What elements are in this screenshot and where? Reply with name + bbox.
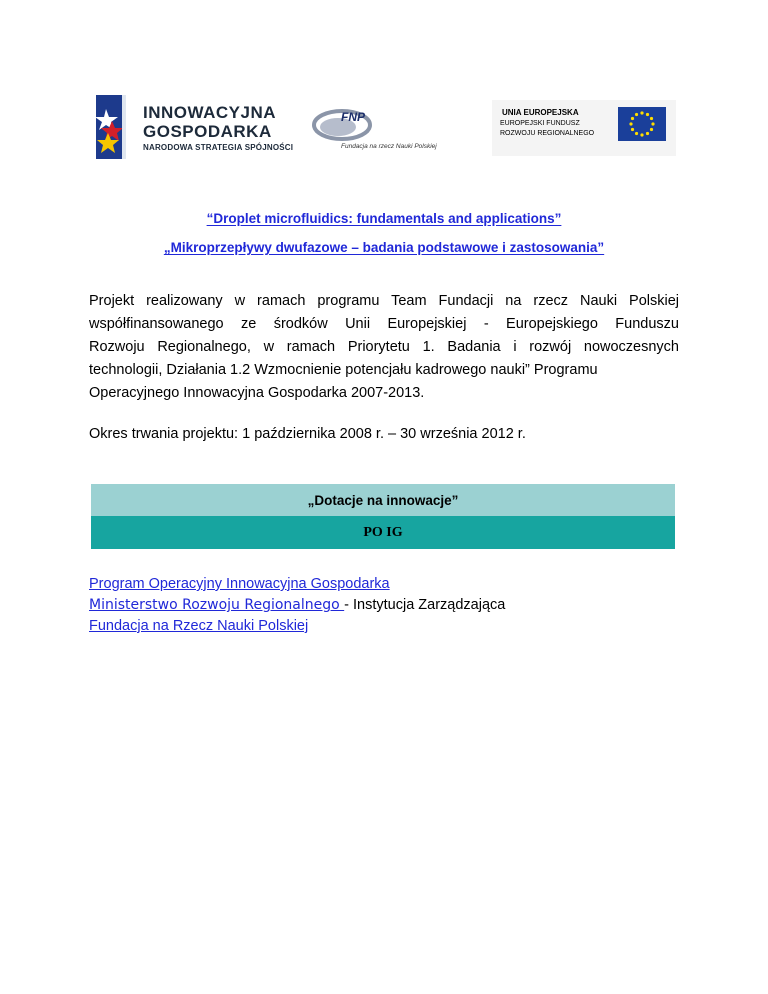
banner-poig-text: PO IG xyxy=(363,524,403,540)
english-title[interactable] xyxy=(0,211,768,226)
banner-dotacje-text: „Dotacje na innowacje” xyxy=(307,492,459,508)
description-line: technologii, Działania 1.2 Wzmocnienie potencjału kadrowego nauki” Programu xyxy=(89,362,598,378)
eu-logo xyxy=(492,100,676,156)
polish-title[interactable] xyxy=(0,240,768,255)
polish-title-link[interactable]: „Mikroprzepływy dwufazowe – badania podstawowe i zastosowania” xyxy=(163,240,605,255)
fnp-abbr: FNP xyxy=(341,110,365,124)
eu-regional-line: ROZWOJU REGIONALNEGO xyxy=(500,130,595,137)
ministry-link[interactable]: Ministerstwo Rozwoju Regionalnego xyxy=(89,597,345,613)
description-line: Projekt realizowany w ramach programu Team Fundacji na rzecz Nauki Polskiej xyxy=(89,293,679,309)
foundation-link-row xyxy=(89,618,308,634)
eu-fund-line: EUROPEJSKI FUNDUSZ xyxy=(500,120,580,127)
description-line: współfinansowanego ze środków Unii Europejskiej - Europejskiego Funduszu xyxy=(89,316,679,332)
banner-dotacje xyxy=(91,484,675,516)
innowacyjna-text: INNOWACYJNA xyxy=(143,103,277,122)
fnp-subtitle: Fundacja na rzecz Nauki Polskiej xyxy=(341,143,437,150)
foundation-link[interactable]: Fundacja na Rzecz Nauki Polskiej xyxy=(89,618,309,634)
ministry-suffix: - Instytucja Zarządzająca xyxy=(344,597,506,613)
description-line: Operacyjnego Innowacyjna Gospodarka 2007-2013. xyxy=(89,385,425,401)
description-line: Rozwoju Regionalnego, w ramach Priorytetu 1. Badania i rozwój nowoczesnych xyxy=(89,339,679,355)
logo-strip xyxy=(0,95,768,165)
fnp-logo xyxy=(312,107,472,157)
strategy-text: NARODOWA STRATEGIA SPÓJNOŚCI xyxy=(143,143,294,152)
eu-flag-icon xyxy=(618,107,666,141)
project-description xyxy=(89,290,679,405)
poland-star-flag-icon xyxy=(96,95,134,159)
program-link-row xyxy=(89,576,390,592)
project-period: Okres trwania projektu: 1 października 2008 r. – 30 września 2012 r. xyxy=(89,426,526,442)
english-title-link[interactable]: “Droplet microfluidics: fundamentals and applications” xyxy=(206,211,562,226)
ministry-link-row xyxy=(89,597,505,613)
gospodarka-text: GOSPODARKA xyxy=(143,122,272,141)
banner-poig xyxy=(91,516,675,549)
eu-title: UNIA EUROPEJSKA xyxy=(502,108,579,117)
program-link[interactable]: Program Operacyjny Innowacyjna Gospodarka xyxy=(89,576,390,592)
innowacyjna-gospodarka-logo xyxy=(96,95,296,165)
